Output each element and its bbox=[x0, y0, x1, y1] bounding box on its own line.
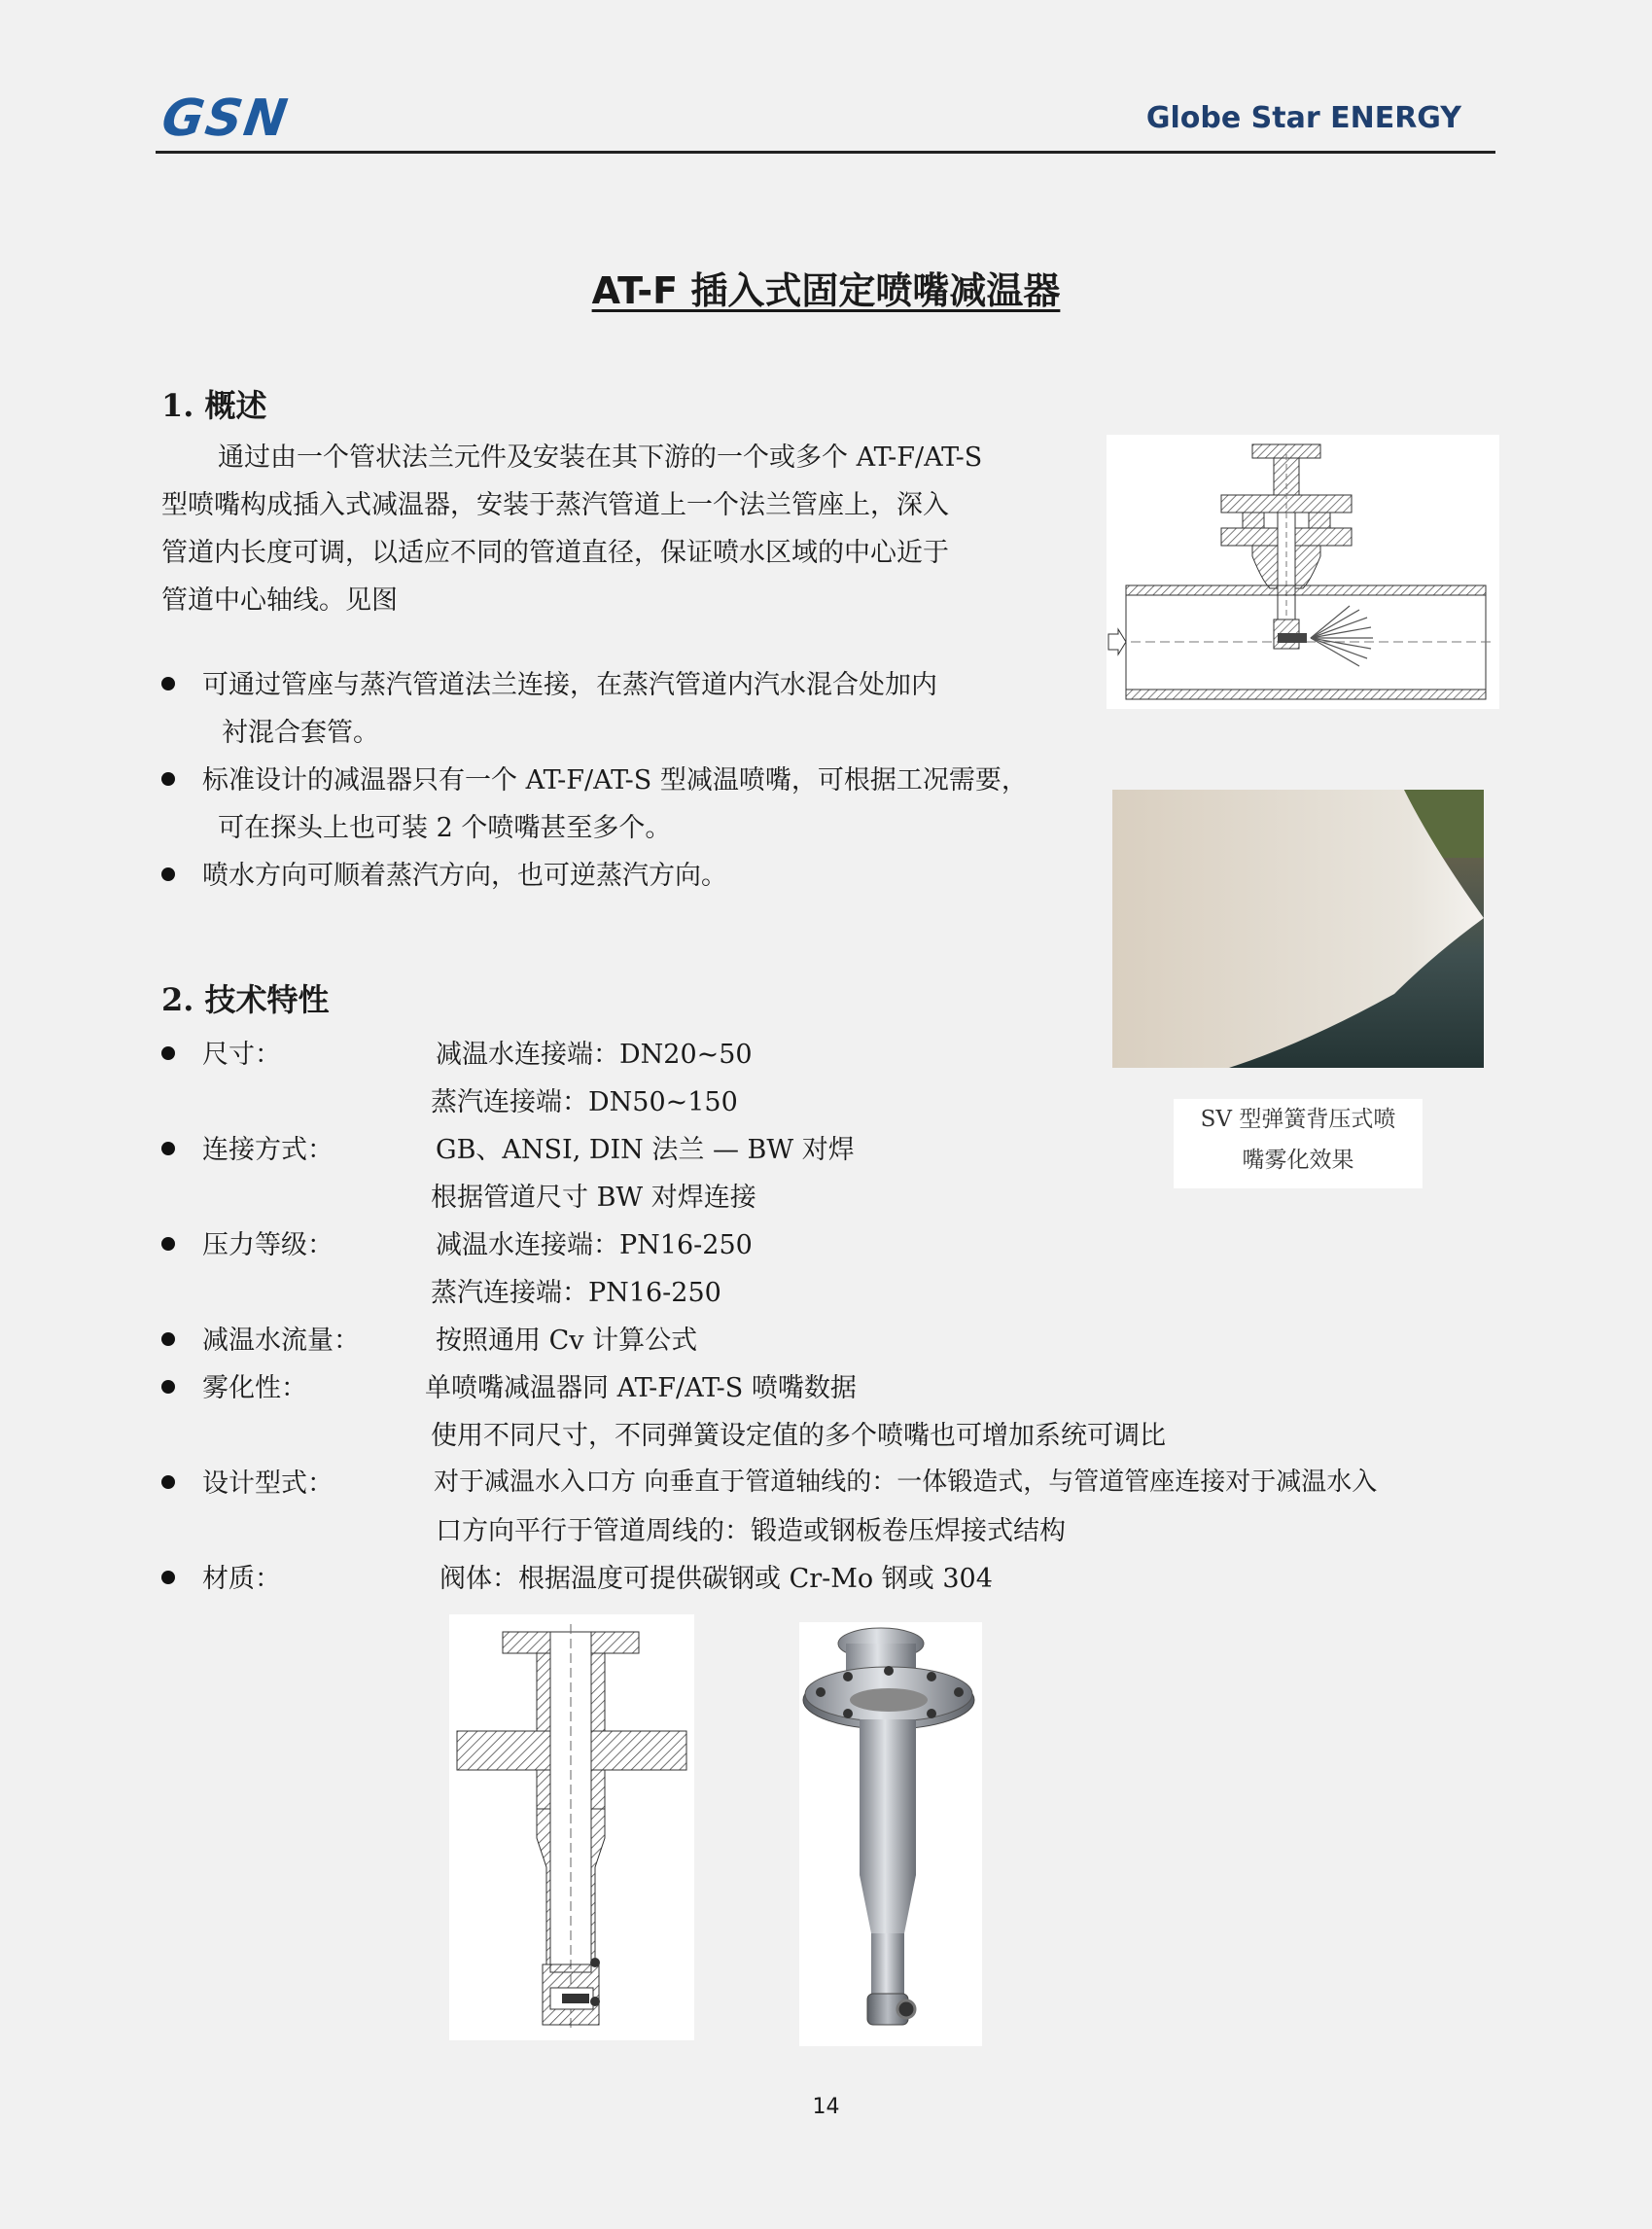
spec-value-material: 阀体：根据温度可提供碳钢或 Cr-Mo 钢或 304 bbox=[439, 1564, 993, 1594]
nozzle-product-photo bbox=[799, 1622, 982, 2046]
bullet-dot bbox=[161, 867, 175, 881]
spec-value-design-1: 对于减温水入口方 向垂直于管道轴线的：一体锻造式，与管道管座连接对于减温水入 bbox=[434, 1468, 1378, 1497]
nozzle-section-drawing bbox=[449, 1614, 694, 2040]
section2-heading: 2. 技术特性 bbox=[161, 981, 330, 1018]
spec-value-atomization-1: 单喷嘴减温器同 AT-F/AT-S 喷嘴数据 bbox=[425, 1373, 857, 1403]
spec-label-pressure: 压力等级： bbox=[161, 1223, 334, 1261]
bullet-dot bbox=[161, 772, 175, 786]
header-rule bbox=[156, 151, 1495, 154]
para-line-4: 管道中心轴线。见图 bbox=[161, 585, 398, 616]
bullet-text-cont: 衬混合套管。 bbox=[222, 718, 379, 748]
spec-label-design: 设计型式： bbox=[161, 1462, 334, 1500]
bullet-text: 可通过管座与蒸汽管道法兰连接，在蒸汽管道内汽水混合处加内 bbox=[202, 670, 937, 700]
spec-label-size: 尺寸： bbox=[161, 1033, 281, 1071]
desuperheater-pipe-diagram bbox=[1107, 435, 1499, 709]
brand-name: Globe Star ENERGY bbox=[1145, 101, 1461, 135]
spec-value-size-1: 减温水连接端：DN20~50 bbox=[436, 1040, 753, 1070]
bullet-dot bbox=[161, 677, 175, 690]
spec-value-design-2: 口方向平行于管道周线的：锻造或钢板卷压焊接式结构 bbox=[436, 1516, 1066, 1546]
feature-bullet-1 bbox=[161, 661, 937, 757]
spec-value-size-2: 蒸汽连接端：DN50~150 bbox=[431, 1087, 738, 1117]
spec-label-material: 材质： bbox=[161, 1557, 281, 1595]
bullet-text: 标准设计的减温器只有一个 AT-F/AT-S 型减温喷嘴，可根据工况需要， bbox=[202, 765, 1028, 796]
bullet-text: 喷水方向可顺着蒸汽方向，也可逆蒸汽方向。 bbox=[202, 861, 727, 891]
feature-bullet-2 bbox=[161, 757, 1028, 852]
para-line-1: 通过由一个管状法兰元件及安装在其下游的一个或多个 AT-F/AT-S bbox=[218, 442, 983, 473]
para-line-3: 管道内长度可调，以适应不同的管道直径，保证喷水区域的中心近于 bbox=[161, 538, 949, 568]
page-title bbox=[0, 261, 1652, 314]
para-line-2: 型喷嘴构成插入式减温器，安装于蒸汽管道上一个法兰管座上，深入 bbox=[161, 490, 949, 520]
section1-heading: 1. 概述 bbox=[161, 387, 267, 424]
photo-caption bbox=[1174, 1099, 1423, 1188]
spec-value-pressure-1: 减温水连接端：PN16-250 bbox=[436, 1230, 753, 1260]
spec-value-connection-2: 根据管道尺寸 BW 对焊连接 bbox=[431, 1183, 756, 1213]
spec-label-flow: 减温水流量： bbox=[161, 1319, 360, 1357]
overview-paragraph bbox=[161, 434, 1056, 624]
spec-value-connection-1: GB、ANSI, DIN 法兰 — BW 对焊 bbox=[436, 1135, 855, 1165]
spec-label-connection: 连接方式： bbox=[161, 1128, 334, 1166]
spray-atomization-photo bbox=[1112, 790, 1484, 1068]
bullet-text-cont: 可在探头上也可装 2 个喷嘴甚至多个。 bbox=[218, 813, 672, 843]
caption-line-1: SV 型弹簧背压式喷 bbox=[1200, 1107, 1396, 1132]
page-title-text: AT-F 插入式固定喷嘴减温器 bbox=[591, 269, 1061, 312]
feature-bullet-3 bbox=[161, 852, 727, 900]
gsn-logo: GSN bbox=[158, 89, 293, 148]
spec-value-pressure-2: 蒸汽连接端：PN16-250 bbox=[431, 1278, 721, 1308]
caption-line-2: 嘴雾化效果 bbox=[1242, 1148, 1354, 1173]
spec-value-flow: 按照通用 Cv 计算公式 bbox=[436, 1326, 698, 1356]
spec-label-atomization: 雾化性： bbox=[161, 1366, 307, 1404]
spec-value-atomization-2: 使用不同尺寸，不同弹簧设定值的多个喷嘴也可增加系统可调比 bbox=[431, 1421, 1166, 1451]
page-number: 14 bbox=[812, 2095, 840, 2119]
